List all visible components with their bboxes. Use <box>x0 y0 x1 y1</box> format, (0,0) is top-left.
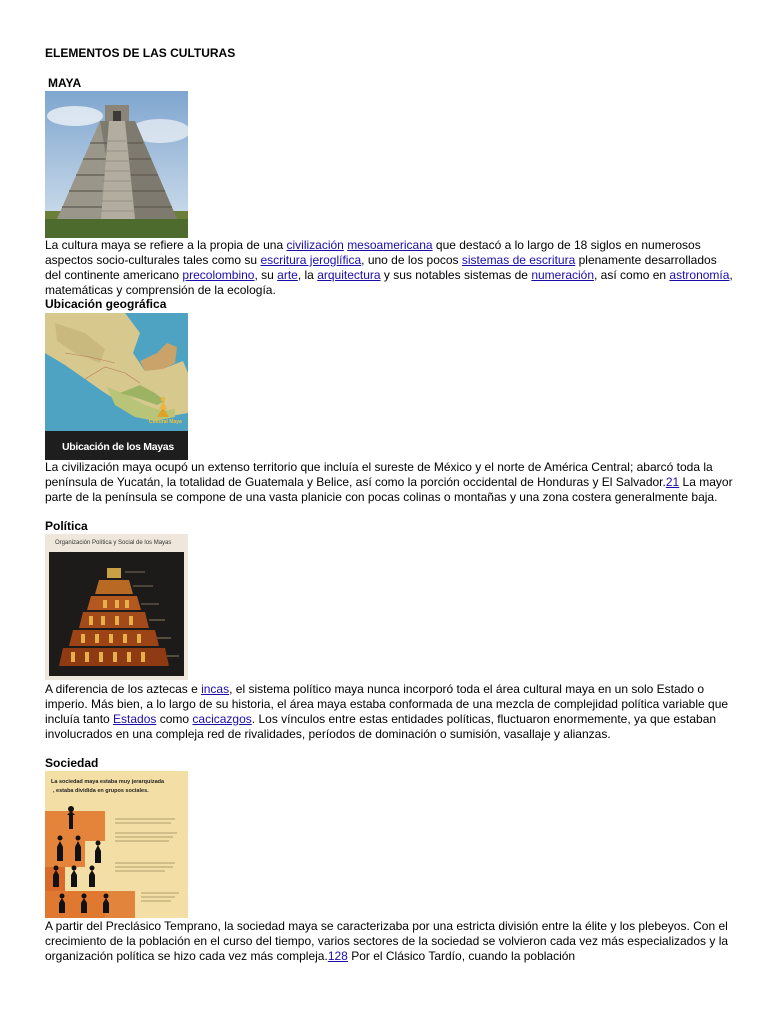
link-precolombino[interactable]: precolombino <box>182 268 255 282</box>
text: que destacó a lo largo de 18 siglos en numerosos aspectos socio-culturales tales como su <box>45 238 701 267</box>
link-arte[interactable]: arte <box>277 268 298 282</box>
link-civilizacion[interactable]: civilización <box>286 238 344 252</box>
section-heading-ubicacion: Ubicación geográfica <box>45 297 167 311</box>
figure-title-line2: , estaba dividida en grupos sociales. <box>53 788 149 794</box>
text: y sus notables sistemas de <box>380 268 532 282</box>
political-organization-image <box>45 534 188 680</box>
text: La civilización maya ocupó un extenso territorio que incluía el sureste de México y el norte de América Central; abarcó toda la península de Yucatán, la totalidad de Guatemala y Belice, así como la porción occidental de Honduras y El Salvador. <box>45 460 713 489</box>
text: A diferencia de los aztecas e <box>45 682 202 696</box>
map-logo-label: Cultural Maya <box>149 419 182 425</box>
figure-title: Organización Política y Social de los Mayas <box>55 540 172 546</box>
text: , uno de los pocos <box>361 253 462 267</box>
text: , la <box>297 268 318 282</box>
text: A partir del Preclásico Temprano, la sociedad maya se caracterizaba por una estricta división entre la élite y los plebeyos. Con el crecimiento de la población en el curso del tiempo, varios sectores de la sociedad se volvieron cada vez más especializados y la organización política se hizo cada vez más compleja. <box>45 919 729 963</box>
figure-title-line1: La sociedad maya estaba muy jerarquizada <box>51 779 165 785</box>
link-sistemas-de-escritura[interactable]: sistemas de escritura <box>461 253 576 267</box>
link-astronomia[interactable]: astronomía <box>669 268 730 282</box>
text: , así como en <box>594 268 670 282</box>
link-numeracion[interactable]: numeración <box>531 268 595 282</box>
section-heading-sociedad: Sociedad <box>45 756 99 770</box>
section-heading-maya: MAYA <box>48 76 82 90</box>
link-mesoamericana[interactable]: mesoamericana <box>347 238 433 252</box>
link-cacicazgos[interactable]: cacicazgos <box>192 712 252 726</box>
link-estados[interactable]: Estados <box>113 712 157 726</box>
text: plenamente desarrollados del continente americano <box>45 253 717 282</box>
text: . Los vínculos entre estas entidades políticas, fluctuaron enormemente, ya que estaban involucrados en una compleja red de rivalidades, períodos de dominación o sumisión, vasallaje y alianzas. <box>45 712 717 741</box>
politica-paragraph <box>45 682 735 742</box>
map-image <box>45 313 188 460</box>
map-caption: Ubicación de los Mayas <box>62 441 174 453</box>
citation-128[interactable]: 128 <box>327 949 348 963</box>
link-incas[interactable]: incas <box>201 682 230 696</box>
citation-21[interactable]: 21 <box>665 475 680 489</box>
text: como <box>156 712 193 726</box>
sociedad-paragraph <box>45 919 735 964</box>
link-escritura-jeroglifica[interactable]: escritura jeroglífica <box>260 253 362 267</box>
section-heading-politica: Política <box>45 519 88 533</box>
pyramid-image <box>45 91 188 238</box>
ubicacion-paragraph <box>45 460 735 505</box>
maya-paragraph <box>45 238 735 298</box>
link-arquitectura[interactable]: arquitectura <box>317 268 381 282</box>
text: La cultura maya se refiere a la propia de una <box>45 238 287 252</box>
society-image <box>45 771 188 918</box>
text: La mayor parte de la península se compone de una vasta planicie con pocas colinas o montañas y una zona costera generalmente baja. <box>45 475 733 504</box>
text: , matemáticas y comprensión de la ecología. <box>45 268 733 297</box>
text: , el sistema político maya nunca incorporó toda el área cultural maya en un solo Estado o imperio. Más bien, a lo largo de su historia, el área maya estaba conformada de una mezcla de complejidad política variable que incluía tanto <box>45 682 729 726</box>
text: Por el Clásico Tardío, cuando la población <box>347 949 576 963</box>
document-title: ELEMENTOS DE LAS CULTURAS <box>45 46 236 60</box>
text: , su <box>254 268 278 282</box>
